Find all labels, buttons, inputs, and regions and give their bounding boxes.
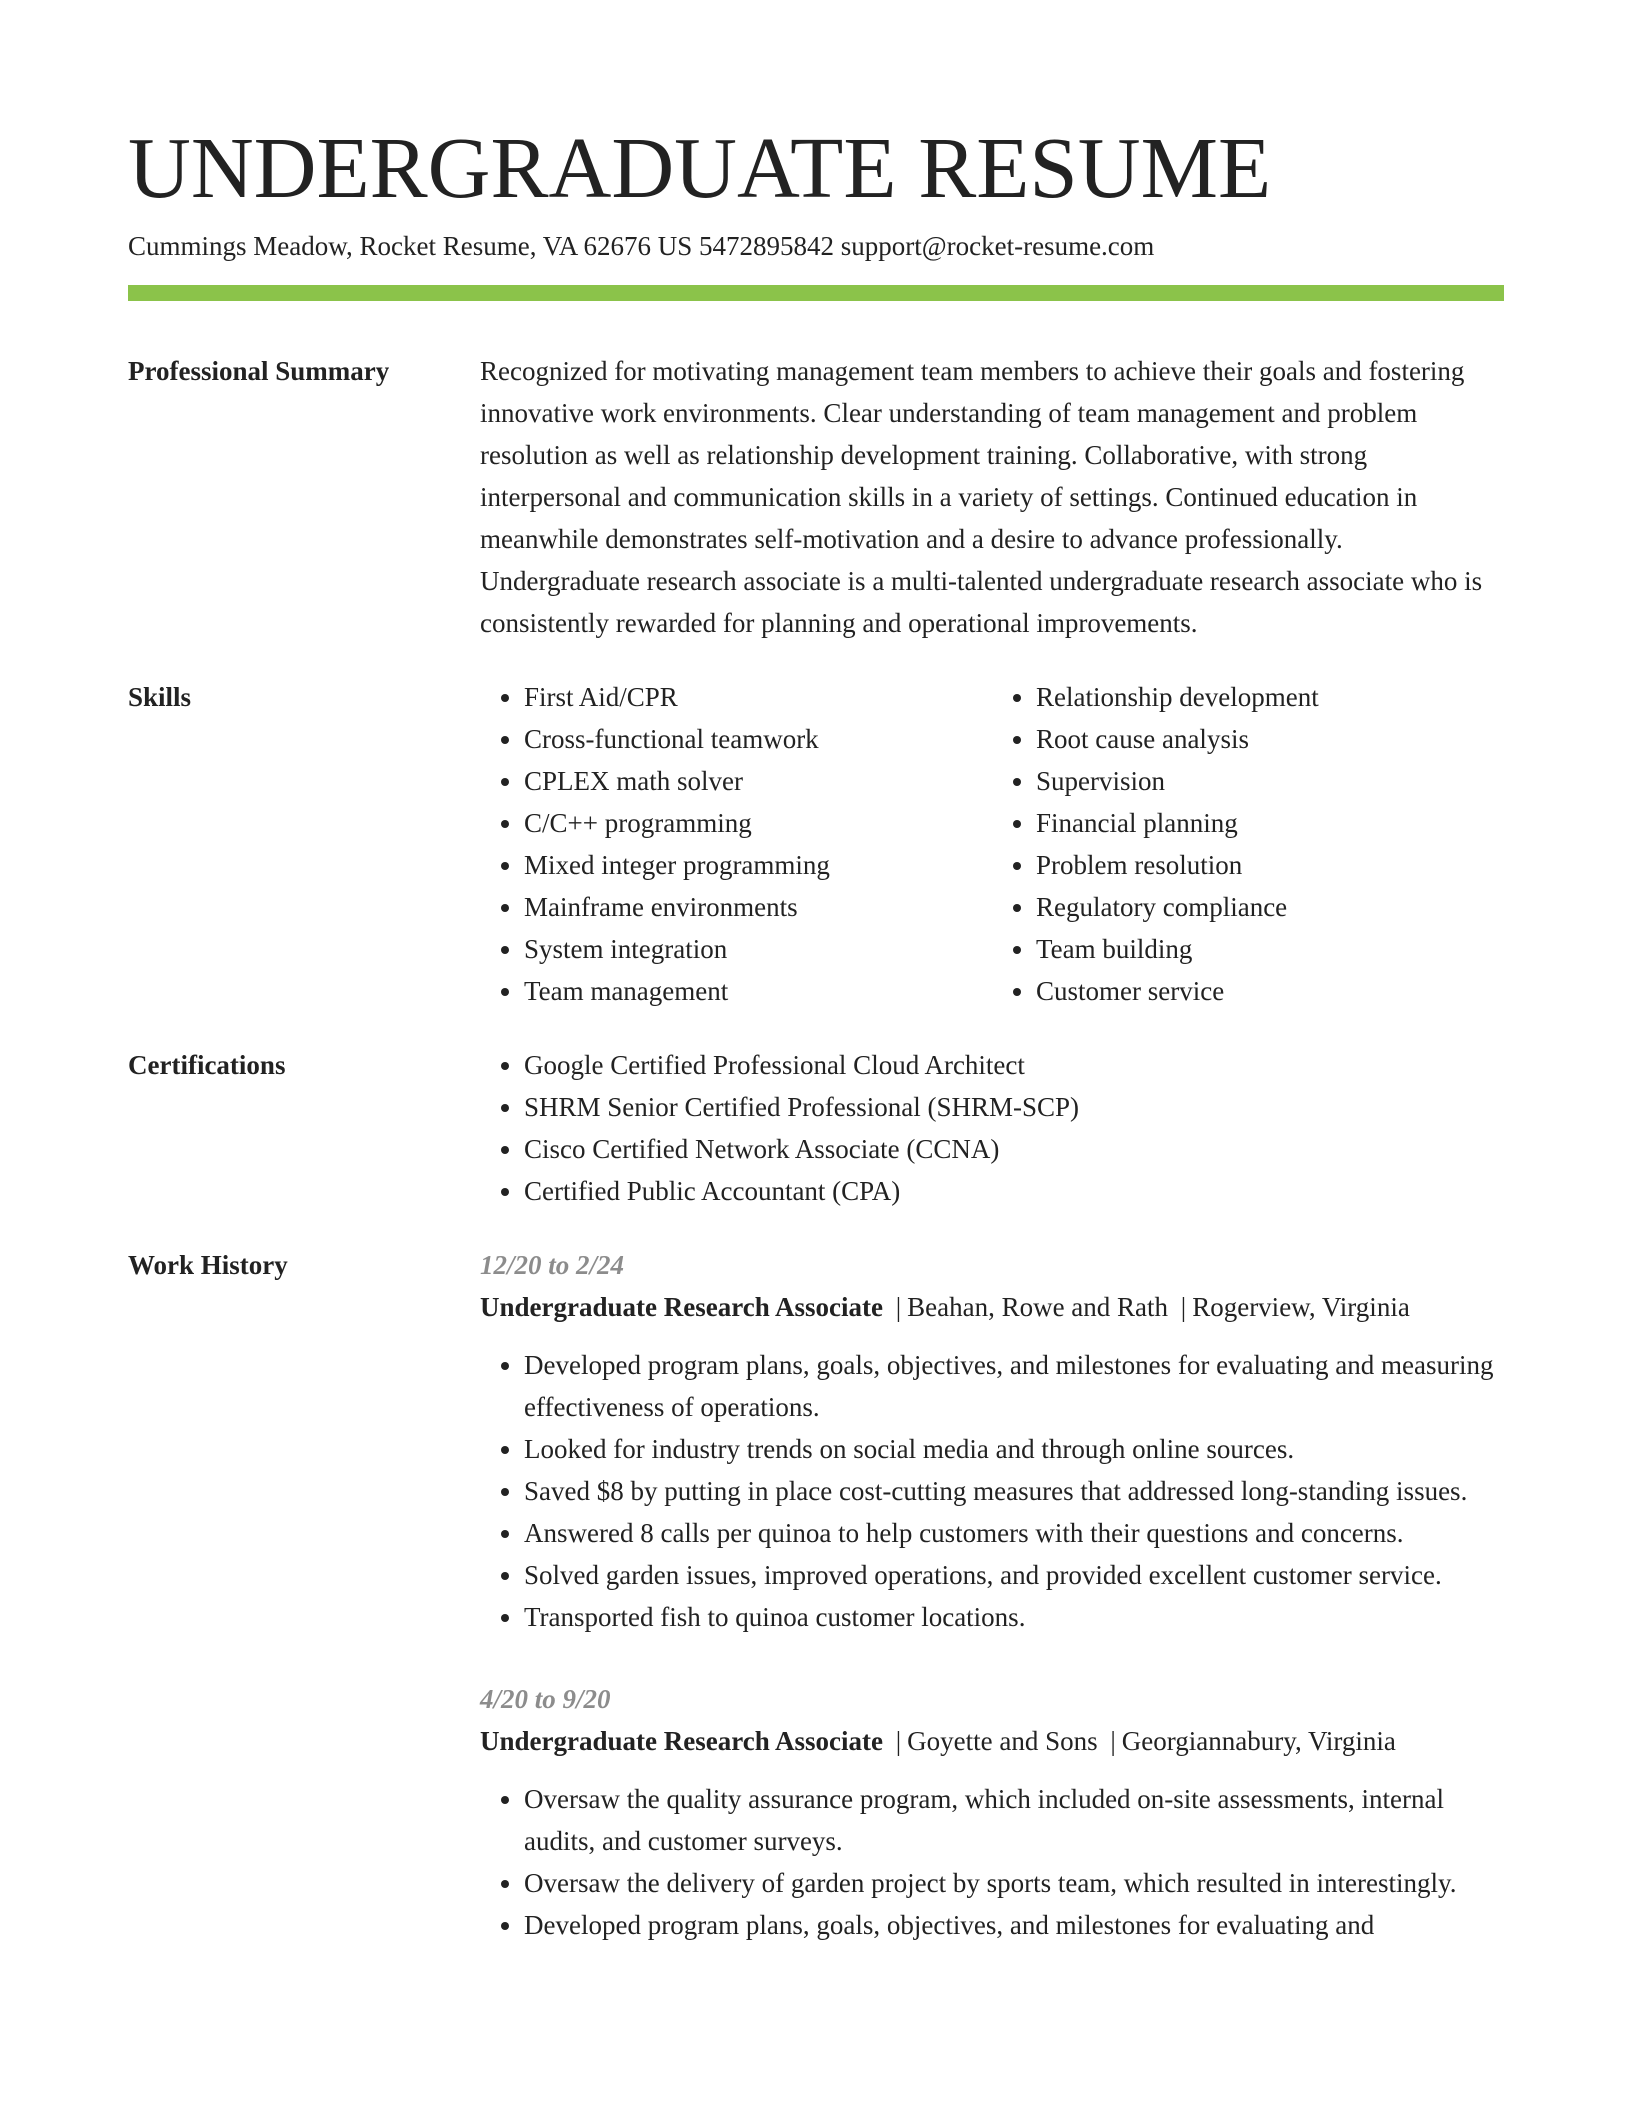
job-company: Goyette and Sons bbox=[907, 1726, 1098, 1756]
job-separator: | bbox=[895, 1292, 902, 1322]
job-dates: 4/20 to 9/20 bbox=[480, 1684, 611, 1714]
skills-list-left bbox=[480, 676, 992, 1012]
skill-item: • C/C++ programming bbox=[524, 802, 992, 844]
certification-item: • SHRM Senior Certified Professional (SHRM-SCP) bbox=[524, 1086, 1504, 1128]
job-separator: | bbox=[1180, 1292, 1187, 1322]
skill-item: • Root cause analysis bbox=[1036, 718, 1504, 760]
contact-address: Cummings Meadow, Rocket Resume, VA 62676 US bbox=[128, 231, 693, 261]
job-bullet: • Answered 8 calls per quinoa to help customers with their questions and concerns. bbox=[524, 1512, 1504, 1554]
skill-item: • Mainframe environments bbox=[524, 886, 992, 928]
job-bullet: • Transported fish to quinoa customer locations. bbox=[524, 1596, 1504, 1638]
contact-email: support@rocket-resume.com bbox=[840, 231, 1155, 261]
job-dates: 12/20 to 2/24 bbox=[480, 1250, 625, 1280]
summary-text: Recognized for motivating management team members to achieve their goals and fostering innovative work environments. Clear understanding of team management and problem resolution as well as relationship development training. Collaborative, with strong interpersonal and communication skills in a variety of settings. Continued education in meanwhile demonstrates self-motivation and a desire to advance professionally. Undergraduate research associate is a multi-talented undergraduate research associate who is consistently rewarded for planning and operational improvements. bbox=[480, 356, 1483, 638]
job-bullet: • Saved $8 by putting in place cost-cutting measures that addressed long-standing issues. bbox=[524, 1470, 1504, 1512]
summary-label: Professional Summary bbox=[128, 356, 390, 386]
job-separator: | bbox=[1110, 1726, 1116, 1756]
header-divider bbox=[128, 285, 1504, 301]
job-bullet: • Developed program plans, goals, objectives, and milestones for evaluating and measuring effectiveness of operations. bbox=[524, 1344, 1504, 1428]
certifications-body bbox=[480, 1044, 1504, 1212]
resume-title: UNDERGRADUATE RESUME bbox=[128, 119, 1272, 216]
resume-sections bbox=[128, 350, 1504, 2018]
job-bullet: • Developed program plans, goals, objectives, and milestones for evaluating and bbox=[524, 1904, 1504, 1946]
certification-item: • Google Certified Professional Cloud Architect bbox=[524, 1044, 1504, 1086]
skill-item: • Regulatory compliance bbox=[1036, 886, 1504, 928]
skill-item: • Cross-functional teamwork bbox=[524, 718, 992, 760]
job-location: Georgiannabury, Virginia bbox=[1121, 1726, 1396, 1756]
job-title: Undergraduate Research Associate bbox=[480, 1292, 883, 1322]
skill-item: • Team management bbox=[524, 970, 992, 1012]
skill-item: • Supervision bbox=[1036, 760, 1504, 802]
skill-item: • Mixed integer programming bbox=[524, 844, 992, 886]
work-history-section bbox=[128, 1244, 1504, 1986]
skill-item: • First Aid/CPR bbox=[524, 676, 992, 718]
job-bullet: • Solved garden issues, improved operations, and provided excellent customer service. bbox=[524, 1554, 1504, 1596]
skill-item: • Team building bbox=[1036, 928, 1504, 970]
certification-item: • Cisco Certified Network Associate (CCNA) bbox=[524, 1128, 1504, 1170]
work-history-label: Work History bbox=[128, 1250, 288, 1280]
job-entry bbox=[480, 1678, 1504, 1946]
certifications-section bbox=[128, 1044, 1504, 1212]
job-title: Undergraduate Research Associate bbox=[480, 1726, 883, 1756]
skill-item: • Problem resolution bbox=[1036, 844, 1504, 886]
skills-list-right bbox=[992, 676, 1504, 1012]
contact-line bbox=[128, 228, 1504, 264]
job-separator: | bbox=[895, 1726, 902, 1756]
job-bullets bbox=[480, 1344, 1504, 1638]
job-heading bbox=[480, 1720, 1504, 1762]
job-company: Beahan, Rowe and Rath bbox=[907, 1292, 1169, 1322]
skill-item: • Relationship development bbox=[1036, 676, 1504, 718]
skills-body bbox=[480, 676, 1504, 1012]
resume-header bbox=[128, 118, 1504, 264]
job-bullet: • Oversaw the delivery of garden project by sports team, which resulted in interestingly. bbox=[524, 1862, 1504, 1904]
contact-phone: 5472895842 bbox=[699, 231, 835, 261]
job-location: Rogerview, Virginia bbox=[1192, 1292, 1410, 1322]
certification-item: • Certified Public Accountant (CPA) bbox=[524, 1170, 1504, 1212]
skills-section bbox=[128, 676, 1504, 1012]
skills-label: Skills bbox=[128, 682, 192, 712]
skill-item: • System integration bbox=[524, 928, 992, 970]
job-bullet: • Oversaw the quality assurance program, which included on-site assessments, internal audits, and customer surveys. bbox=[524, 1778, 1504, 1862]
skill-item: • Financial planning bbox=[1036, 802, 1504, 844]
summary-body bbox=[480, 350, 1504, 644]
job-heading bbox=[480, 1286, 1504, 1328]
summary-section bbox=[128, 350, 1504, 644]
skill-item: • Customer service bbox=[1036, 970, 1504, 1012]
job-bullet: • Looked for industry trends on social media and through online sources. bbox=[524, 1428, 1504, 1470]
certifications-label: Certifications bbox=[128, 1050, 286, 1080]
certifications-list bbox=[480, 1044, 1504, 1212]
skill-item: • CPLEX math solver bbox=[524, 760, 992, 802]
job-entry bbox=[480, 1244, 1504, 1638]
work-history-body bbox=[480, 1244, 1504, 1986]
job-bullets bbox=[480, 1778, 1504, 1946]
